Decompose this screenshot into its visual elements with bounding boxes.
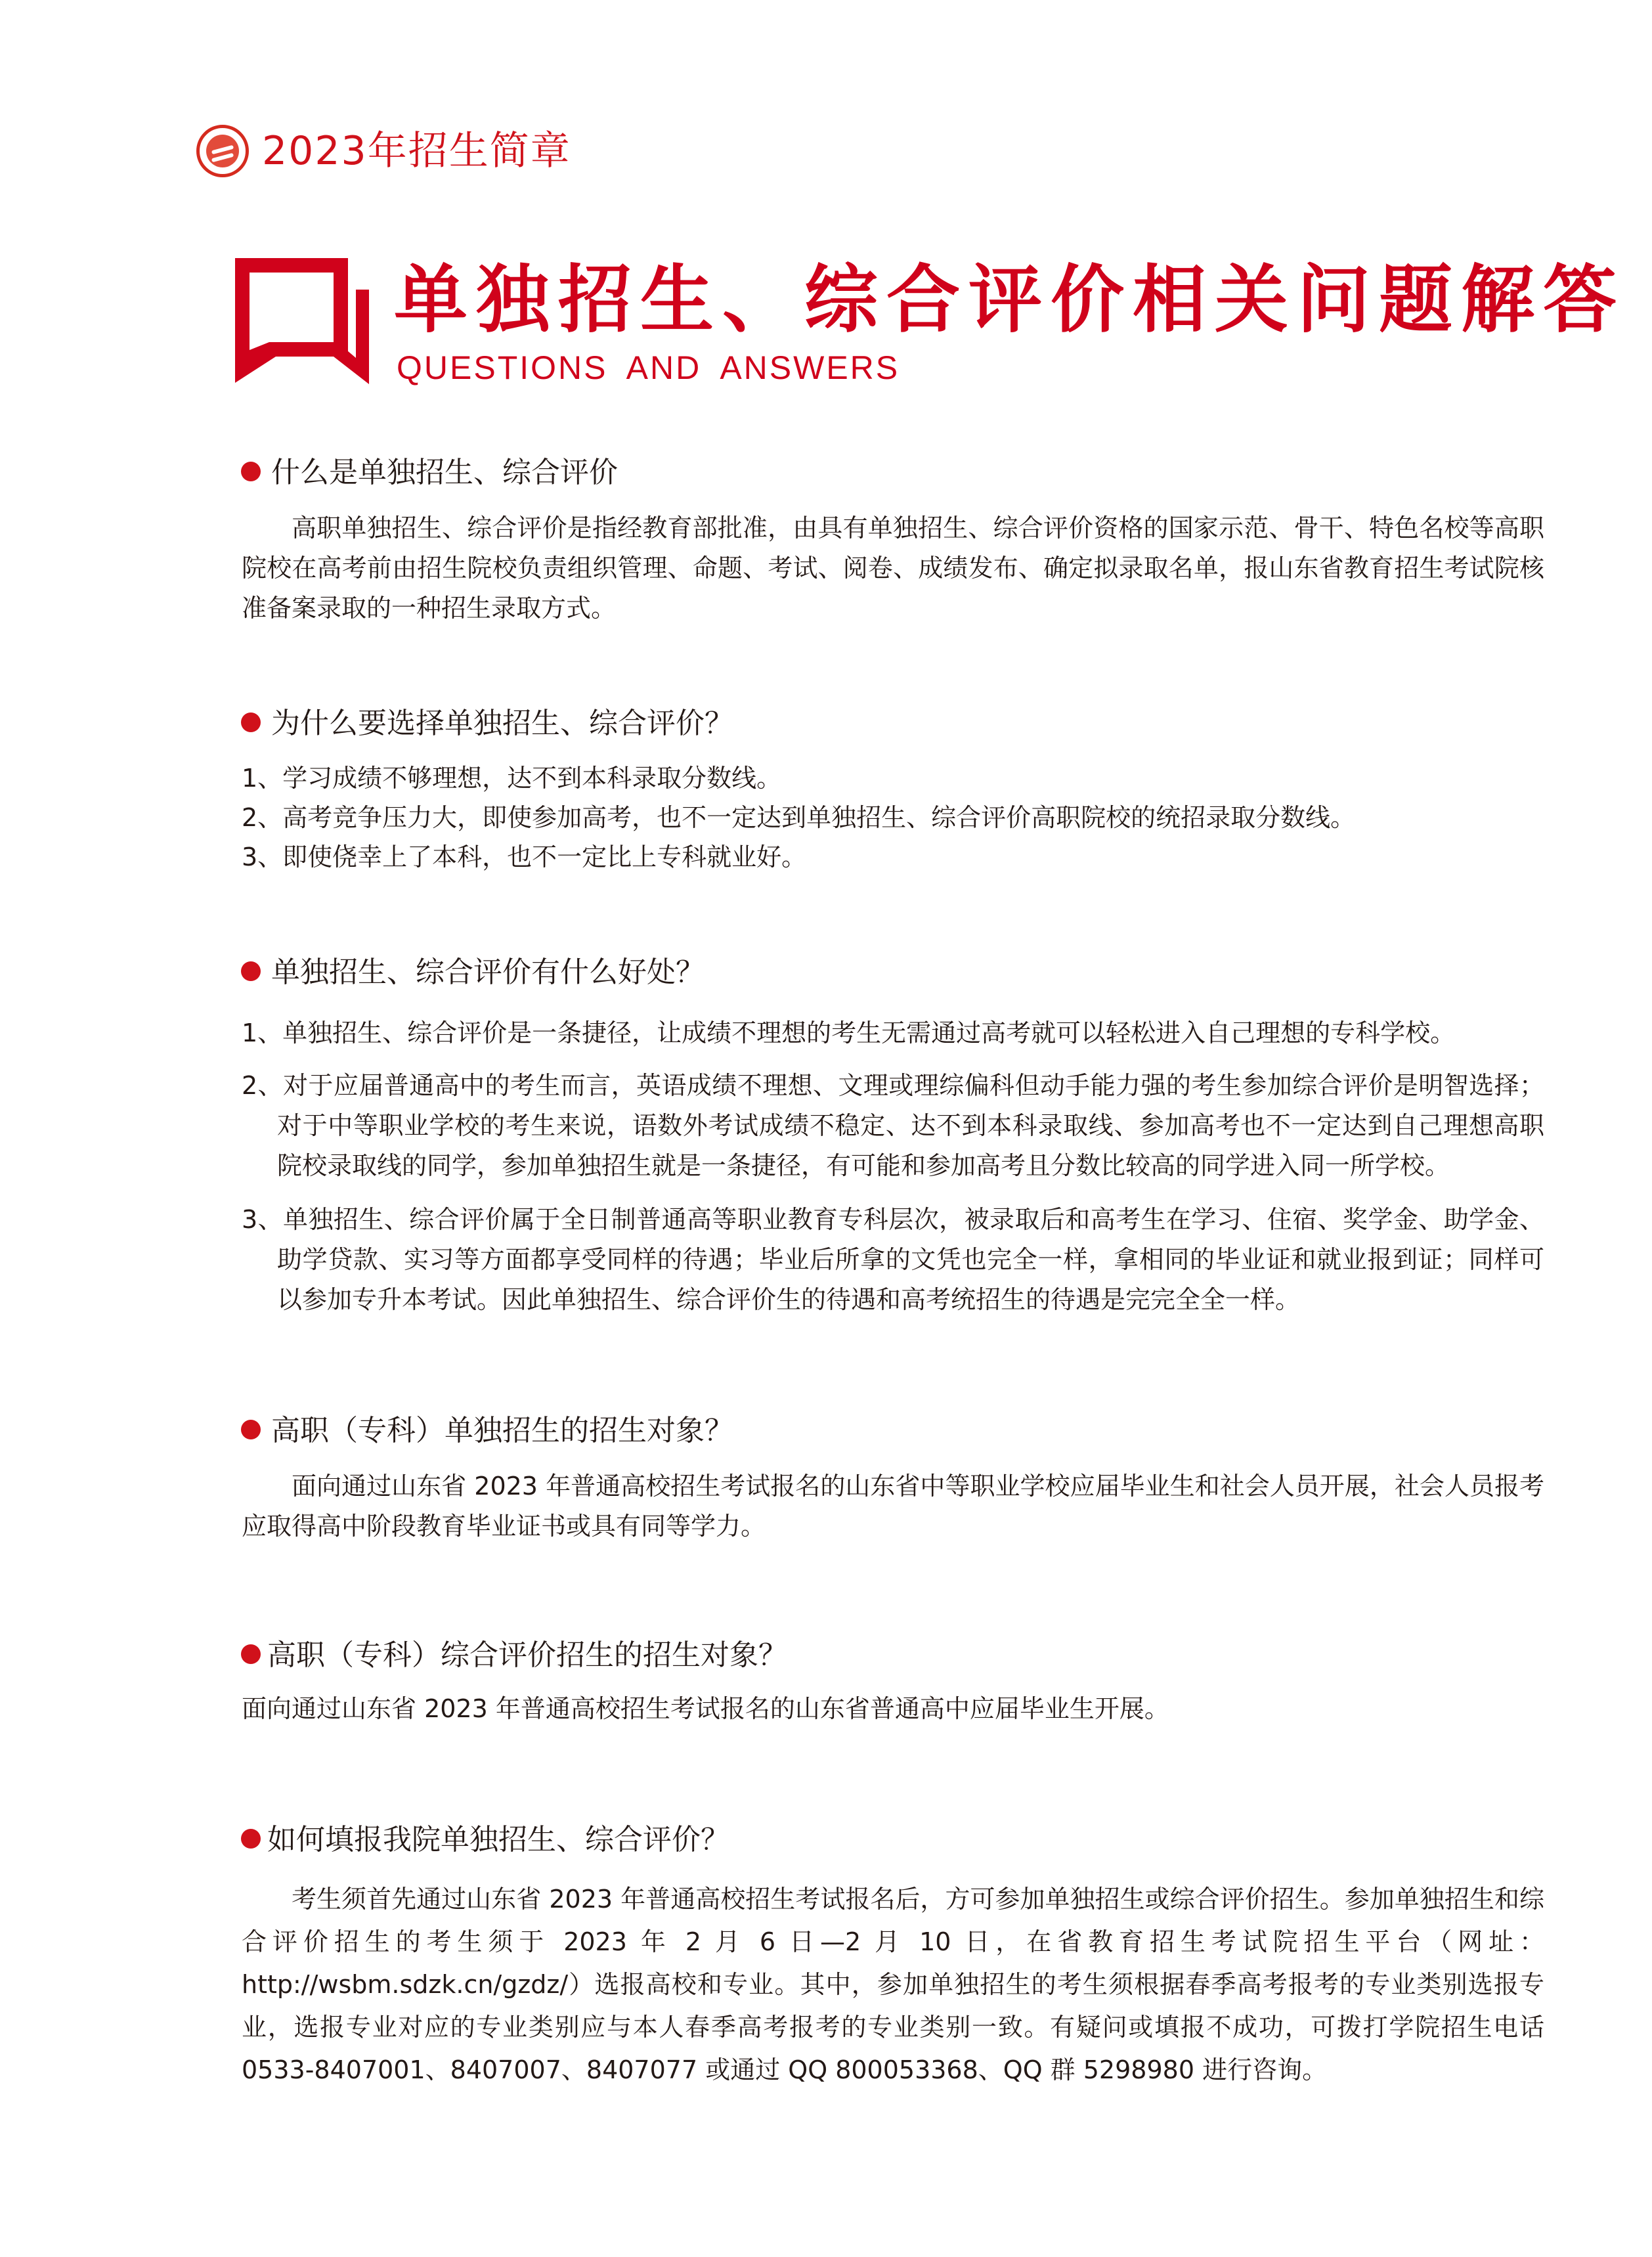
- bullet-icon: [241, 1644, 261, 1664]
- section-heading: [241, 954, 705, 991]
- page-subtitle: QUESTIONS AND ANSWERS: [397, 349, 900, 386]
- list-item: 2、对于应届普通高中的考生而言，英语成绩不理想、文理或理综偏科但动手能力强的考生参加综合评价是明智选择；对于中等职业学校的考生来说，语数外考试成绩不稳定、达不到本科录取线、参加高考也不一定达到自己理想高职院校录取线的同学，参加单独招生就是一条捷径，有可能和参加高考且分数比较高的同学进入同一所学校。: [242, 1071, 1544, 1180]
- speech-bubble-icon: [235, 258, 369, 384]
- bullet-icon: [241, 712, 261, 732]
- brochure-title: 2023年招生简章: [262, 128, 571, 174]
- section-heading: [241, 454, 618, 491]
- list-item: 2、高考竞争压力大，即使参加高考，也不一定达到单独招生、综合评价高职院校的统招录取分数线。: [242, 803, 1356, 832]
- page-title: 单独招生、综合评价相关问题解答: [394, 257, 1625, 343]
- bullet-icon: [241, 1829, 261, 1849]
- section-heading: [241, 1822, 729, 1858]
- bullet-icon: [241, 961, 261, 981]
- college-logo: [196, 125, 249, 177]
- section-body: 考生须首先通过山东省 2023 年普通高校招生考试报名后，方可参加单独招生或综合评价招生。参加单独招生和综合评价招生的考生须于 2023 年 2 月 6 日—2 月 10 日，在省教育招生考试院招生平台（网址：http://wsbm.sdzk.cn/gzdz/）选报高校和专业。其中，参加单独招生的考生须根据春季高考报考的专业类别选报专业，选报专业对应的专业类别应与本人春季高考报考的专业类别一致。有疑问或填报不成功，可拨打学院招生电话 0533-8407001、8407007、8407077 或通过 QQ 800053368、QQ 群 5298980 进行咨询。: [242, 1885, 1544, 2084]
- section-heading-text: 如何填报我院单独招生、综合评价？: [267, 1823, 729, 1856]
- section-heading: [241, 1637, 787, 1674]
- section-heading: [241, 1413, 733, 1449]
- section-heading-text: 为什么要选择单独招生、综合评价？: [271, 707, 733, 740]
- section-heading: [241, 705, 733, 742]
- section-heading-text: 什么是单独招生、综合评价: [271, 456, 618, 489]
- bullet-icon: [241, 1420, 261, 1439]
- section-heading-text: 单独招生、综合评价有什么好处？: [271, 955, 705, 989]
- section-body: 面向通过山东省 2023 年普通高校招生考试报名的山东省普通高中应届毕业生开展。: [242, 1694, 1169, 1723]
- list-item: 1、学习成绩不够理想，达不到本科录取分数线。: [242, 764, 782, 793]
- list-item: 3、即使侥幸上了本科，也不一定比上专科就业好。: [242, 843, 807, 871]
- section-heading-text: 高职（专科）单独招生的招生对象？: [271, 1414, 733, 1447]
- list-item: 3、单独招生、综合评价属于全日制普通高等职业教育专科层次，被录取后和高考生在学习、住宿、奖学金、助学金、助学贷款、实习等方面都享受同样的待遇；毕业后所拿的文凭也完全一样，拿相同的毕业证和就业报到证；同样可以参加专升本考试。因此单独招生、综合评价生的待遇和高考统招生的待遇是完完全全一样。: [242, 1205, 1544, 1314]
- list-item: 1、单独招生、综合评价是一条捷径，让成绩不理想的考生无需通过高考就可以轻松进入自己理想的专科学校。: [242, 1019, 1456, 1047]
- section-body: 高职单独招生、综合评价是指经教育部批准，由具有单独招生、综合评价资格的国家示范、骨干、特色名校等高职院校在高考前由招生院校负责组织管理、命题、考试、阅卷、成绩发布、确定拟录取名单，报山东省教育招生考试院核准备案录取的一种招生录取方式。: [242, 514, 1544, 623]
- section-body: 面向通过山东省 2023 年普通高校招生考试报名的山东省中等职业学校应届毕业生和社会人员开展，社会人员报考应取得高中阶段教育毕业证书或具有同等学力。: [242, 1472, 1544, 1541]
- bullet-icon: [241, 462, 261, 481]
- section-heading-text: 高职（专科）综合评价招生的招生对象？: [267, 1638, 787, 1672]
